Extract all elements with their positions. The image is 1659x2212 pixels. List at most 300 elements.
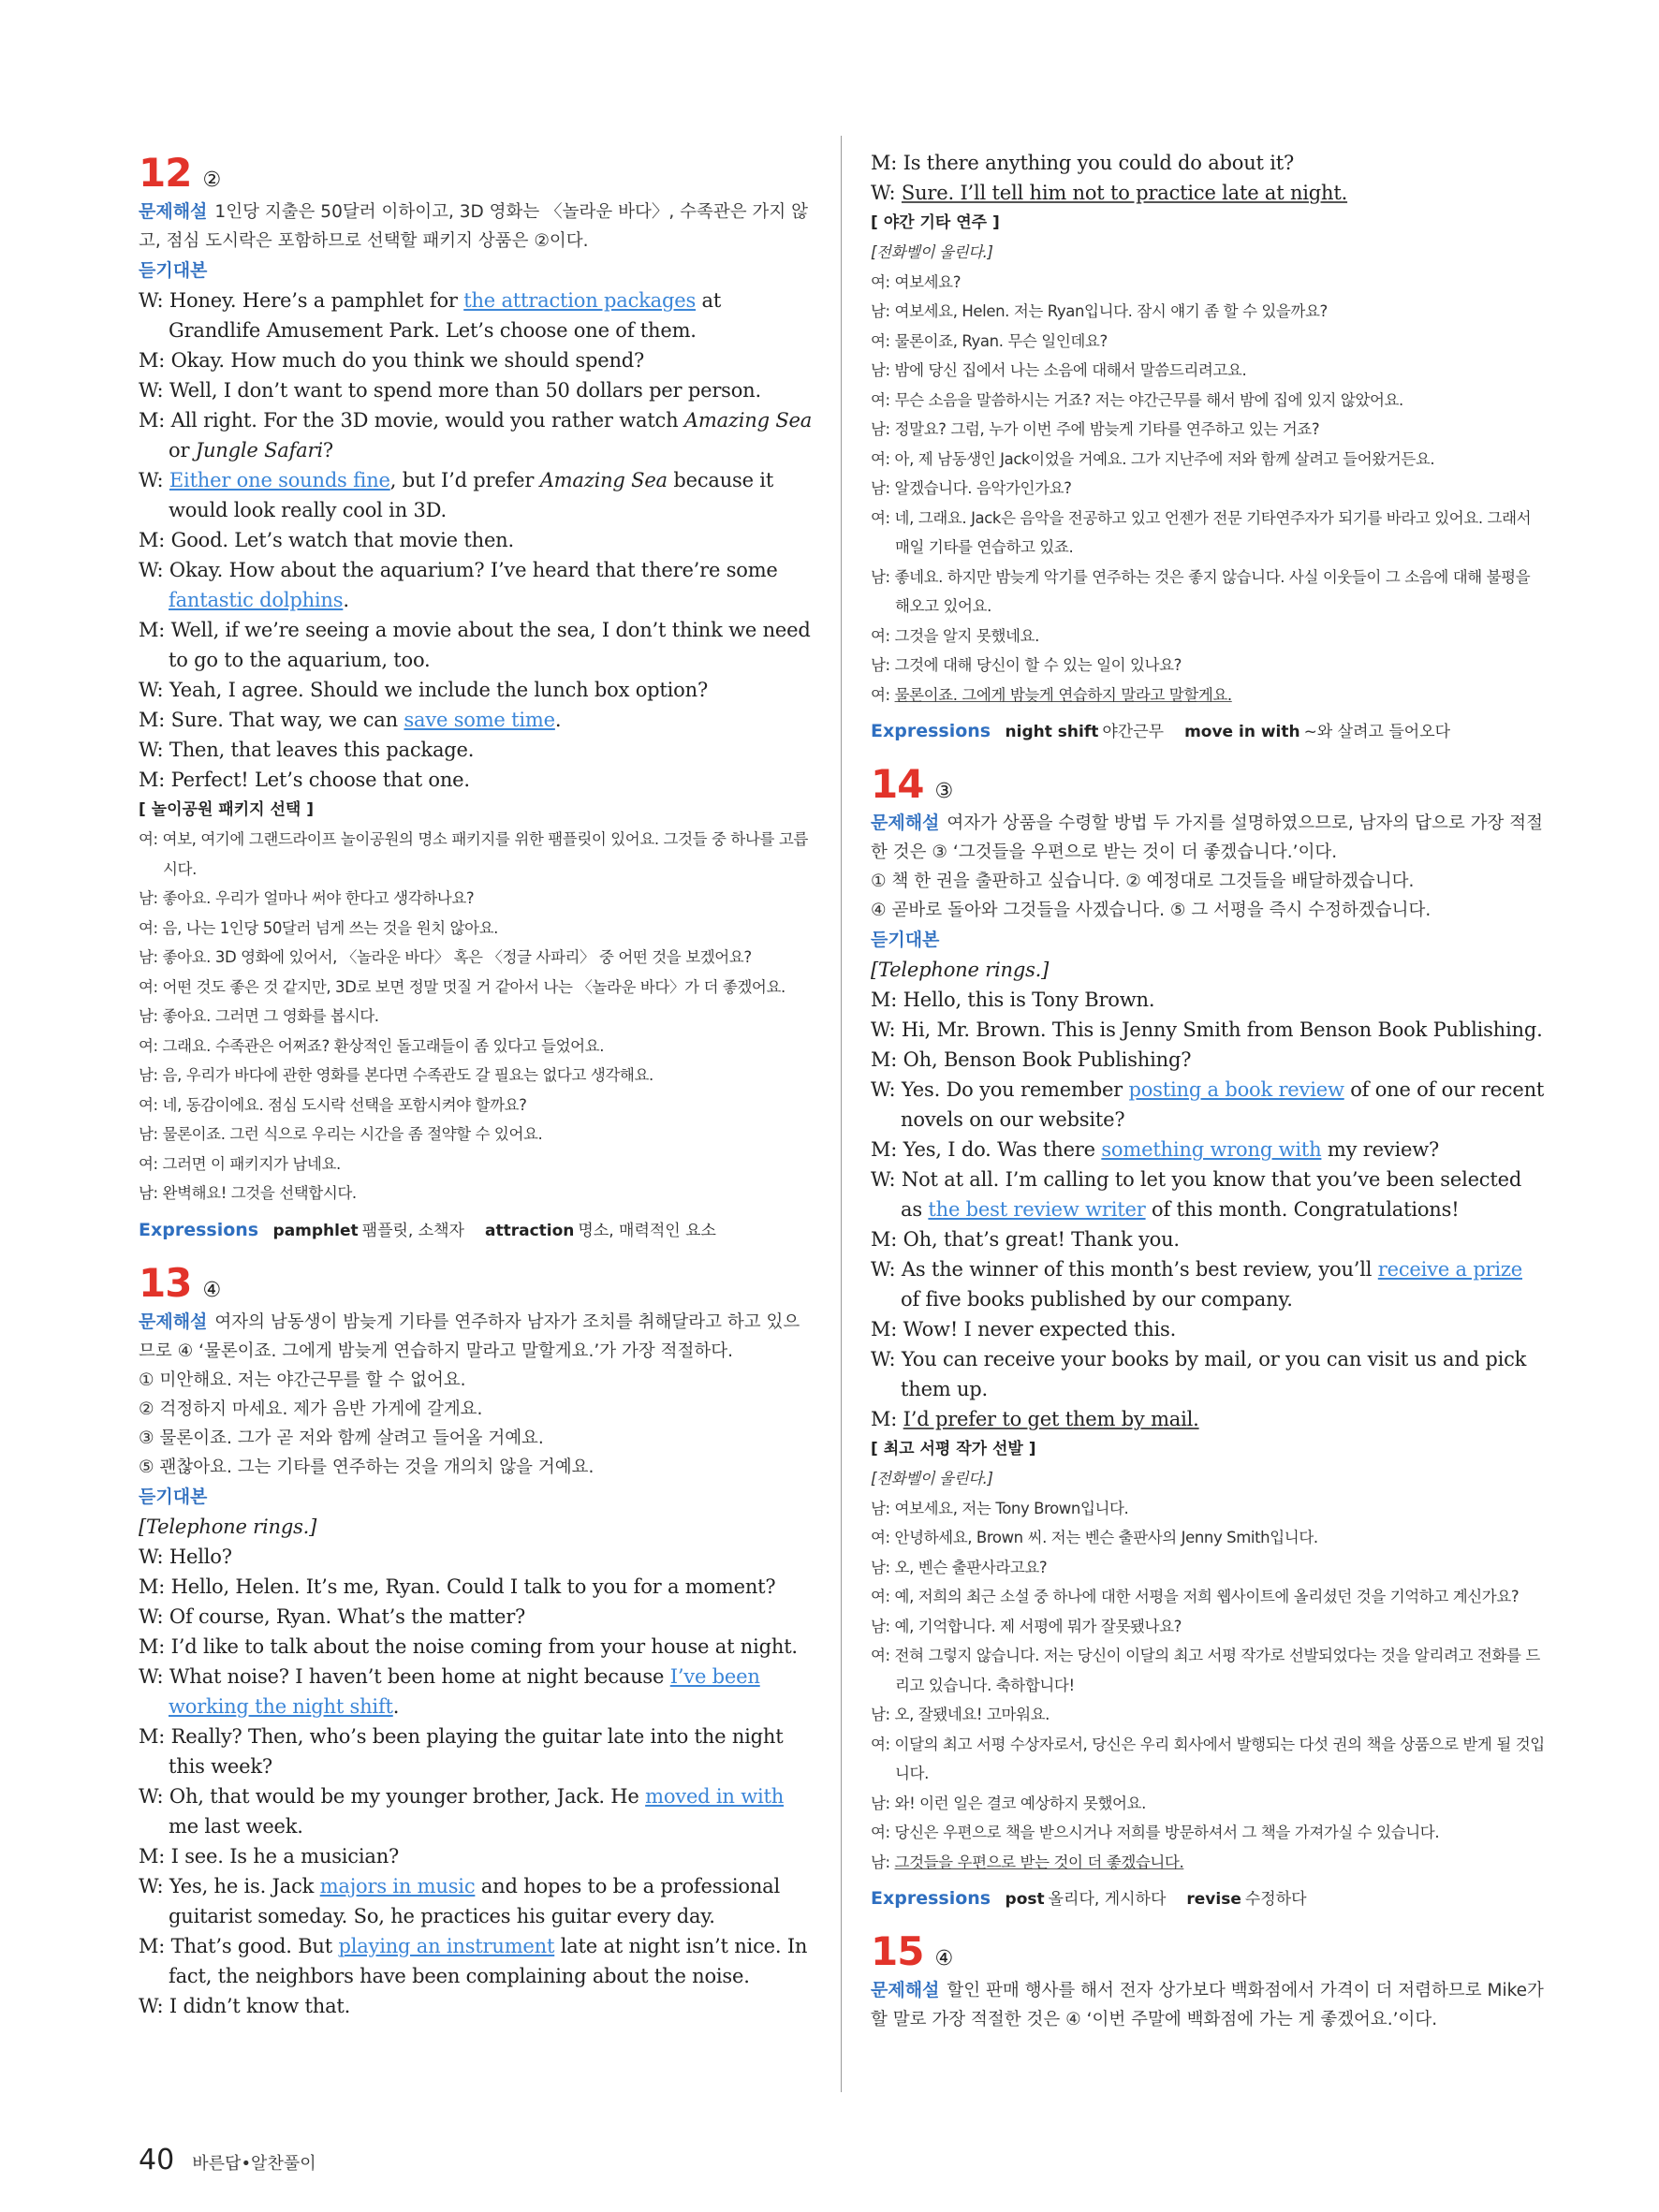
dialogue-line	[139, 345, 813, 375]
translation-line	[139, 1150, 813, 1179]
line-text: at Grandlife Amusement Park. Let’s choose one of them.	[169, 289, 722, 342]
question-number: 15	[871, 1928, 924, 1974]
stage-direction: [Telephone rings.]	[139, 1515, 317, 1538]
translation-line	[139, 1179, 813, 1209]
expression-definition: 수정하다	[1244, 1890, 1307, 1909]
explanation	[871, 1976, 1545, 2034]
line-text: of five books published by our company.	[901, 1288, 1293, 1311]
dialogue-line	[139, 1871, 813, 1931]
translation-line	[871, 681, 1545, 710]
line-text: my review?	[1321, 1138, 1440, 1161]
speaker: 여:	[871, 390, 895, 409]
translation-line	[871, 1848, 1545, 1878]
key-phrase: fantastic dolphins	[169, 589, 344, 611]
translation-line	[871, 474, 1545, 504]
speaker: 여:	[871, 685, 895, 704]
line-text: 그것들을 우편으로 받는 것이 더 좋겠습니다.	[894, 1853, 1184, 1871]
script-label: 듣기대본	[139, 1486, 208, 1507]
translation-line	[871, 1818, 1545, 1848]
speaker: 남:	[871, 361, 895, 379]
line-text: ?	[322, 439, 333, 461]
translation-line	[139, 1002, 813, 1032]
line-text: Not at all. I’m calling to let you know that you’ve been selected as	[901, 1168, 1522, 1221]
speaker: 여:	[871, 1588, 895, 1605]
question-number: 12	[139, 150, 192, 196]
line-text: Jungle Safari	[195, 439, 323, 461]
line-text: 여보, 여기에 그랜드라이프 놀이공원의 명소 패키지를 위한 팸플릿이 있어요. 그것들 중 하나를 고릅시다.	[162, 830, 808, 878]
line-text: 오, 벤슨 출판사라고요?	[894, 1558, 1048, 1576]
translation-line	[871, 268, 1545, 298]
speaker: 여:	[871, 1529, 895, 1546]
line-text: Yes. Do you remember	[901, 1078, 1129, 1101]
translation-line	[871, 504, 1545, 563]
right-column	[871, 148, 1545, 2034]
line-text: Wow! I never expected this.	[903, 1318, 1177, 1340]
line-text: Oh, that’s great! Thank you.	[903, 1228, 1180, 1251]
explanation-label: 문제해설	[871, 813, 940, 833]
dialogue-line	[871, 148, 1545, 178]
line-text: Sure. I’ll tell him not to practice late at night.	[901, 182, 1348, 204]
line-text: Perfect! Let’s choose that one.	[170, 769, 470, 791]
dialogue-line	[139, 1931, 813, 1991]
speaker: 남:	[871, 656, 895, 674]
line-text: Sure. That way, we can	[170, 709, 404, 731]
key-phrase: save some time	[404, 709, 555, 731]
speaker: 남:	[871, 1794, 895, 1812]
line-text: 어떤 것도 좋은 것 같지만, 3D로 보면 정말 멋질 거 같아서 나는 〈놀라운 바다〉가 더 좋겠어요.	[162, 977, 785, 996]
line-text: because it would look really cool in 3D.	[169, 469, 774, 521]
translation-line	[871, 1700, 1545, 1730]
line-text: 여보세요, 저는 Tony Brown입니다.	[894, 1499, 1129, 1517]
option-line: ④ 곧바로 돌아와 그것들을 사겠습니다. ⑤ 그 서평을 즉시 수정하겠습니다.	[871, 901, 1431, 920]
speaker: W:	[139, 1604, 169, 1628]
translation-line	[871, 445, 1545, 475]
speaker: M:	[139, 1575, 171, 1598]
dialogue-line	[871, 1075, 1545, 1135]
translation-line	[139, 1032, 813, 1062]
dialogue-line	[871, 178, 1545, 208]
speaker: 여:	[871, 1647, 895, 1664]
line-text: 무슨 소음을 말씀하시는 거죠? 저는 야간근무를 해서 밤에 집에 있지 않았어요.	[894, 390, 1403, 409]
translation-line	[871, 1641, 1545, 1700]
line-text: 그것을 알지 못했네요.	[894, 626, 1039, 645]
dialogue-line	[139, 375, 813, 405]
expressions	[139, 1214, 813, 1247]
dialogue-line	[871, 1314, 1545, 1344]
speaker: W:	[139, 1664, 169, 1688]
translation-line	[871, 297, 1545, 327]
line-text: of one of our recent novels on our website?	[901, 1078, 1545, 1131]
explanation	[139, 1308, 813, 1366]
stage-direction: [Telephone rings.]	[871, 959, 1050, 981]
dialogue-line	[139, 555, 813, 615]
translation-line	[139, 943, 813, 973]
line-text: Honey. Here’s a pamphlet for	[169, 289, 464, 312]
left-column	[139, 140, 813, 2021]
line-text: 그러면 이 패키지가 남네요.	[162, 1154, 341, 1173]
speaker: 여:	[139, 918, 163, 937]
line-text: 음, 우리가 바다에 관한 영화를 본다면 수족관도 갈 필요는 없다고 생각해요.	[162, 1066, 653, 1084]
dialogue-line	[139, 465, 813, 525]
line-text: Yeah, I agree. Should we include the lunch box option?	[169, 679, 709, 701]
speaker: 남:	[139, 1184, 163, 1202]
answer-options	[139, 1366, 813, 1482]
explanation-text: 1인당 지출은 50달러 이하이고, 3D 영화는 〈놀라운 바다〉, 수족관은 가지 않고, 점심 도시락은 포함하므로 선택할 패키지 상품은 ②이다.	[139, 202, 808, 251]
line-text: 음, 나는 1인당 50달러 넘게 쓰는 것을 원치 않아요.	[162, 918, 498, 937]
line-text: Well, if we’re seeing a movie about the sea, I don’t think we need to go to the aquarium, too.	[169, 619, 811, 671]
key-phrase: posting a book review	[1128, 1078, 1344, 1101]
speaker: 남:	[871, 479, 895, 497]
translation-stage: [전화벨이 울린다.]	[871, 1470, 993, 1487]
line-text: Yes, he is. Jack	[169, 1874, 320, 1897]
line-text: Amazing Sea	[539, 469, 668, 491]
speaker: 남:	[139, 1125, 163, 1143]
line-text: I’d prefer to get them by mail.	[903, 1408, 1199, 1430]
page-footer	[139, 2144, 316, 2176]
key-phrase: playing an instrument	[338, 1934, 555, 1957]
dialogue-line	[139, 1662, 813, 1721]
speaker: W:	[139, 739, 169, 761]
dialogue-line	[871, 1015, 1545, 1045]
line-text: Good. Let’s watch that movie then.	[170, 529, 514, 551]
speaker: W:	[139, 559, 169, 581]
expressions-list	[1006, 1890, 1328, 1909]
option-line: ⑤ 괜찮아요. 그는 기타를 연주하는 것을 개의치 않을 거예요.	[139, 1457, 595, 1477]
speaker: W:	[139, 1874, 169, 1897]
expression-term: post	[1005, 1890, 1045, 1909]
line-text: 완벽해요! 그것을 선택합시다.	[162, 1184, 357, 1202]
speaker: W:	[871, 1258, 902, 1281]
speaker: 여:	[871, 508, 895, 527]
line-text: .	[392, 1694, 400, 1718]
line-text: late at night isn’t nice. In fact, the neighbors have been complaining about the noise.	[169, 1934, 808, 1987]
explanation-text: 여자가 상품을 수령할 방법 두 가지를 설명하였으므로, 남자의 답으로 가장 적절한 것은 ③ ‘그것들을 우편으로 받는 것이 더 좋겠습니다.’이다.	[871, 813, 1543, 862]
expression-definition: 야간근무	[1102, 723, 1165, 741]
answer-mark: ②	[202, 168, 222, 192]
dialogue-line	[139, 286, 813, 345]
speaker: 남:	[139, 948, 163, 966]
speaker: 남:	[871, 1499, 895, 1517]
translation-title: [ 놀이공원 패키지 선택 ]	[139, 800, 315, 819]
line-text: As the winner of this month’s best review, you’ll	[901, 1258, 1378, 1281]
expression-term: attraction	[484, 1221, 575, 1240]
question-number: 13	[139, 1259, 192, 1306]
line-text: Hi, Mr. Brown. This is Jenny Smith from Benson Book Publishing.	[901, 1018, 1543, 1041]
expressions-label: Expressions	[139, 1219, 259, 1240]
dialogue-line	[139, 1781, 813, 1841]
line-text: 좋아요. 우리가 얼마나 써야 한다고 생각하나요?	[162, 889, 475, 907]
speaker: 남:	[139, 1066, 163, 1084]
translation-line	[139, 1091, 813, 1121]
speaker: 여:	[139, 1154, 163, 1173]
dialogue-line	[871, 1045, 1545, 1075]
answer-mark: ④	[934, 1947, 954, 1970]
line-text: 그래요. 수족관은 어쩌죠? 환상적인 돌고래들이 좀 있다고 들었어요.	[162, 1036, 605, 1055]
translation-line	[871, 622, 1545, 652]
dialogue-line	[139, 765, 813, 795]
speaker: M:	[139, 349, 171, 372]
speaker: M:	[871, 1138, 903, 1161]
dialogue-continued	[871, 148, 1545, 208]
line-text: Yes, I do. Was there	[903, 1138, 1102, 1161]
key-phrase: something wrong with	[1101, 1138, 1322, 1161]
expression-term: night shift	[1005, 723, 1099, 741]
line-text: .	[343, 589, 349, 611]
speaker: 여:	[871, 1824, 895, 1841]
line-text: 물론이죠. 그에게 밤늦게 연습하지 말라고 말할게요.	[894, 685, 1232, 704]
dialogue-line	[139, 735, 813, 765]
key-phrase: moved in with	[645, 1784, 785, 1808]
expressions-label: Expressions	[871, 1888, 991, 1909]
speaker: M:	[871, 1408, 903, 1430]
dialogue-line	[871, 1404, 1545, 1434]
translation-stage: [전화벨이 울린다.]	[871, 243, 993, 261]
translation-line	[871, 327, 1545, 357]
speaker: M:	[139, 529, 171, 551]
dialogue-line	[871, 1165, 1545, 1224]
key-phrase: I’ve been working the night shift	[169, 1664, 760, 1718]
line-text: 전혀 그렇지 않습니다. 저는 당신이 이달의 최고 서평 작가로 선발되었다는 것을 알리려고 전화를 드리고 있습니다. 축하합니다!	[894, 1647, 1540, 1694]
speaker: M:	[139, 1934, 171, 1957]
dialogue-line	[139, 1542, 813, 1572]
line-text: Okay. How much do you think we should spend?	[170, 349, 645, 372]
answer-mark: ④	[202, 1278, 222, 1302]
speaker: 남:	[139, 1007, 163, 1025]
expressions	[871, 1882, 1545, 1915]
question-number: 14	[871, 761, 924, 807]
explanation-label: 문제해설	[139, 201, 208, 222]
speaker: M:	[871, 1228, 903, 1251]
speaker: 여:	[139, 1036, 163, 1055]
line-text: 정말요? 그럼, 누가 이번 주에 밤늦게 기타를 연주하고 있는 거죠?	[894, 420, 1320, 438]
dialogue-line	[871, 1135, 1545, 1165]
speaker: 여:	[139, 1095, 163, 1114]
translation	[871, 268, 1545, 710]
speaker: W:	[871, 182, 902, 204]
speaker: 남:	[139, 889, 163, 907]
dialogue-line	[139, 615, 813, 675]
line-text: 네, 그래요. Jack은 음악을 전공하고 있고 언젠가 전문 기타연주자가 되기를 바라고 있어요. 그래서 매일 기타를 연습하고 있죠.	[894, 508, 1532, 556]
line-text: of this month. Congratulations!	[1145, 1198, 1460, 1221]
speaker: 남:	[871, 420, 895, 438]
translation-line	[871, 1494, 1545, 1524]
speaker: W:	[139, 679, 169, 701]
dialogue-line	[139, 1572, 813, 1602]
line-text: 밤에 당신 집에서 나는 소음에 대해서 말씀드리려고요.	[894, 361, 1247, 379]
page-number: 40	[139, 2144, 175, 2176]
dialogue-line	[139, 1841, 813, 1871]
option-line: ① 미안해요. 저는 야간근무를 할 수 없어요.	[139, 1370, 466, 1390]
dialogue-line	[871, 1254, 1545, 1314]
speaker: 여:	[871, 1735, 895, 1753]
line-text: 알겠습니다. 음악가인가요?	[894, 479, 1072, 497]
dialogue	[139, 1542, 813, 2021]
dialogue-line	[871, 985, 1545, 1015]
line-text: 네, 동감이에요. 점심 도시락 선택을 포함시켜야 할까요?	[162, 1095, 527, 1114]
dialogue-line	[139, 525, 813, 555]
explanation	[871, 809, 1545, 867]
expression-term: revise	[1186, 1890, 1241, 1909]
question-12	[139, 150, 813, 1247]
speaker: 여:	[871, 272, 895, 291]
speaker: W:	[871, 1018, 902, 1041]
line-text: me last week.	[169, 1814, 303, 1838]
dialogue-line	[139, 675, 813, 705]
line-text: 예, 저희의 최근 소설 중 하나에 대한 서평을 저희 웹사이트에 올리셨던 것을 기억하고 계신가요?	[894, 1588, 1520, 1605]
expression-definition: ~와 살려고 들어오다	[1303, 723, 1451, 741]
expressions-label: Expressions	[871, 721, 991, 741]
line-text: 좋아요. 그러면 그 영화를 봅시다.	[162, 1007, 379, 1025]
translation-title: [ 야간 기타 연주 ]	[871, 213, 1000, 232]
translation-line	[871, 415, 1545, 445]
explanation-text: 할인 판매 행사를 해서 전자 상가보다 백화점에서 가격이 더 저렴하므로 Mike가 할 말로 가장 적절한 것은 ④ ‘이번 주말에 백화점에 가는 게 좋겠어요.’이다.	[871, 1981, 1544, 2029]
answer-options	[871, 867, 1545, 925]
expression-definition: 팸플릿, 소책자	[361, 1221, 464, 1240]
dialogue-line	[871, 1344, 1545, 1404]
line-text: That’s good. But	[170, 1934, 339, 1957]
key-phrase: receive a prize	[1377, 1258, 1523, 1281]
translation-line	[871, 1523, 1545, 1553]
script-label: 듣기대본	[871, 930, 940, 950]
line-text: 좋네요. 하지만 밤늦게 악기를 연주하는 것은 좋지 않습니다. 사실 이웃들이 그 소음에 대해 불평을 해오고 있어요.	[894, 567, 1531, 615]
translation-line	[139, 914, 813, 944]
speaker: W:	[139, 1545, 169, 1568]
line-text: 이달의 최고 서평 수상자로서, 당신은 우리 회사에서 발행되는 다섯 권의 책을 상품으로 받게 될 것입니다.	[894, 1735, 1545, 1782]
speaker: M:	[139, 1724, 171, 1748]
translation-line	[871, 563, 1545, 622]
line-text: Oh, Benson Book Publishing?	[903, 1048, 1192, 1071]
translation-line	[139, 973, 813, 1003]
line-text: Hello, Helen. It’s me, Ryan. Could I talk to you for a moment?	[170, 1575, 776, 1598]
speaker: 여:	[871, 331, 895, 350]
translation-line	[871, 651, 1545, 681]
line-text: 아, 제 남동생인 Jack이었을 거예요. 그가 지난주에 저와 함께 살려고 들어왔거든요.	[894, 449, 1435, 468]
translation-line	[871, 1553, 1545, 1583]
dialogue-line	[871, 1224, 1545, 1254]
dialogue-line	[139, 1632, 813, 1662]
line-text: Okay. How about the aquarium? I’ve heard that there’re some	[169, 559, 778, 581]
speaker: M:	[139, 709, 171, 731]
line-text: Is there anything you could do about it?	[903, 152, 1295, 174]
key-phrase: Either one sounds fine	[169, 469, 390, 491]
explanation-label: 문제해설	[139, 1311, 208, 1332]
key-phrase: majors in music	[319, 1874, 476, 1897]
line-text: 좋아요. 3D 영화에 있어서, 〈놀라운 바다〉 혹은 〈정글 사파리〉 중 어떤 것을 보겠어요?	[162, 948, 752, 966]
expression-definition: 명소, 매력적인 요소	[578, 1221, 716, 1240]
line-text: 안녕하세요, Brown 씨. 저는 벤슨 출판사의 Jenny Smith입니다.	[894, 1529, 1318, 1546]
option-line: ① 책 한 권을 출판하고 싶습니다. ② 예정대로 그것들을 배달하겠습니다.	[871, 872, 1415, 891]
line-text: All right. For the 3D movie, would you rather watch	[170, 409, 684, 432]
expressions	[871, 715, 1545, 748]
translation-line	[871, 1582, 1545, 1612]
translation-line	[871, 356, 1545, 386]
dialogue-line	[139, 1721, 813, 1781]
speaker: W:	[871, 1078, 902, 1101]
question-13	[139, 1260, 813, 2021]
speaker: W:	[139, 1784, 169, 1808]
speaker: M:	[871, 1048, 903, 1071]
script-label: 듣기대본	[139, 260, 208, 281]
dialogue-line	[139, 705, 813, 735]
line-text: I didn’t know that.	[169, 1994, 351, 2017]
dialogue-line	[139, 1602, 813, 1632]
answer-mark: ③	[934, 780, 954, 803]
line-text: or	[169, 439, 196, 461]
speaker: 남:	[871, 1558, 895, 1576]
dialogue-line	[139, 1991, 813, 2021]
question-14	[871, 761, 1545, 1915]
dialogue	[139, 286, 813, 795]
speaker: M:	[871, 152, 903, 174]
speaker: M:	[139, 769, 171, 791]
dialogue	[871, 985, 1545, 1434]
line-text: 여보세요, Helen. 저는 Ryan입니다. 잠시 얘기 좀 할 수 있을까요?	[894, 302, 1328, 320]
line-text: I’d like to talk about the noise coming from your house at night.	[170, 1634, 798, 1658]
translation-line	[139, 1061, 813, 1091]
speaker: W:	[871, 1348, 902, 1370]
line-text: What noise? I haven’t been home at night because	[169, 1664, 670, 1688]
speaker: W:	[139, 289, 169, 312]
line-text: 물론이죠. 그런 식으로 우리는 시간을 좀 절약할 수 있어요.	[162, 1125, 543, 1143]
line-text: 물론이죠, Ryan. 무슨 일인데요?	[894, 331, 1108, 350]
translation-line	[871, 1612, 1545, 1642]
speaker: 남:	[871, 1617, 895, 1635]
translation	[139, 825, 813, 1209]
line-text: Amazing Sea	[683, 409, 813, 432]
line-text: .	[554, 709, 562, 731]
speaker: 여:	[139, 977, 163, 996]
speaker: W:	[139, 1994, 169, 2017]
option-line: ② 걱정하지 마세요. 제가 음반 가게에 갈게요.	[139, 1399, 483, 1419]
line-text: 당신은 우편으로 책을 받으시거나 저희를 방문하셔서 그 책을 가져가실 수 있습니다.	[894, 1824, 1440, 1841]
line-text: I see. Is he a musician?	[170, 1844, 400, 1868]
line-text: Hello?	[169, 1545, 232, 1568]
explanation	[139, 198, 813, 256]
speaker: W:	[139, 469, 169, 491]
speaker: M:	[871, 1318, 903, 1340]
speaker: M:	[139, 619, 171, 641]
speaker: 남:	[871, 567, 895, 586]
speaker: W:	[139, 379, 169, 402]
explanation-label: 문제해설	[871, 1980, 940, 2000]
translation-line	[139, 825, 813, 884]
expressions-list	[273, 1222, 737, 1240]
expression-definition: 올리다, 게시하다	[1048, 1890, 1167, 1909]
speaker: 남:	[871, 302, 895, 320]
translation-line	[871, 386, 1545, 416]
line-text: Of course, Ryan. What’s the matter?	[169, 1604, 526, 1628]
question-13-continued	[871, 148, 1545, 748]
translation-line	[871, 1730, 1545, 1789]
speaker: M:	[139, 409, 171, 432]
option-line: ③ 물론이죠. 그가 곧 저와 함께 살려고 들어올 거예요.	[139, 1428, 544, 1448]
key-phrase: the attraction packages	[463, 289, 697, 312]
question-15	[871, 1928, 1545, 2034]
line-text: 그것에 대해 당신이 할 수 있는 일이 있나요?	[894, 656, 1182, 674]
speaker: M:	[871, 989, 903, 1011]
translation-line	[871, 1789, 1545, 1819]
line-text: Really? Then, who’s been playing the guitar late into the night this week?	[169, 1724, 784, 1778]
line-text: and hopes to be a professional guitarist someday. So, he practices his guitar every day.	[169, 1874, 781, 1927]
speaker: M:	[139, 1844, 171, 1868]
translation-line	[139, 884, 813, 914]
translation-title: [ 최고 서평 작가 선발 ]	[871, 1440, 1036, 1458]
speaker: 여:	[871, 626, 895, 645]
line-text: Oh, that would be my younger brother, Jack. He	[169, 1784, 646, 1808]
line-text: 여보세요?	[894, 272, 962, 291]
line-text: Well, I don’t want to spend more than 50 dollars per person.	[169, 379, 761, 402]
expressions-list	[1006, 723, 1472, 741]
